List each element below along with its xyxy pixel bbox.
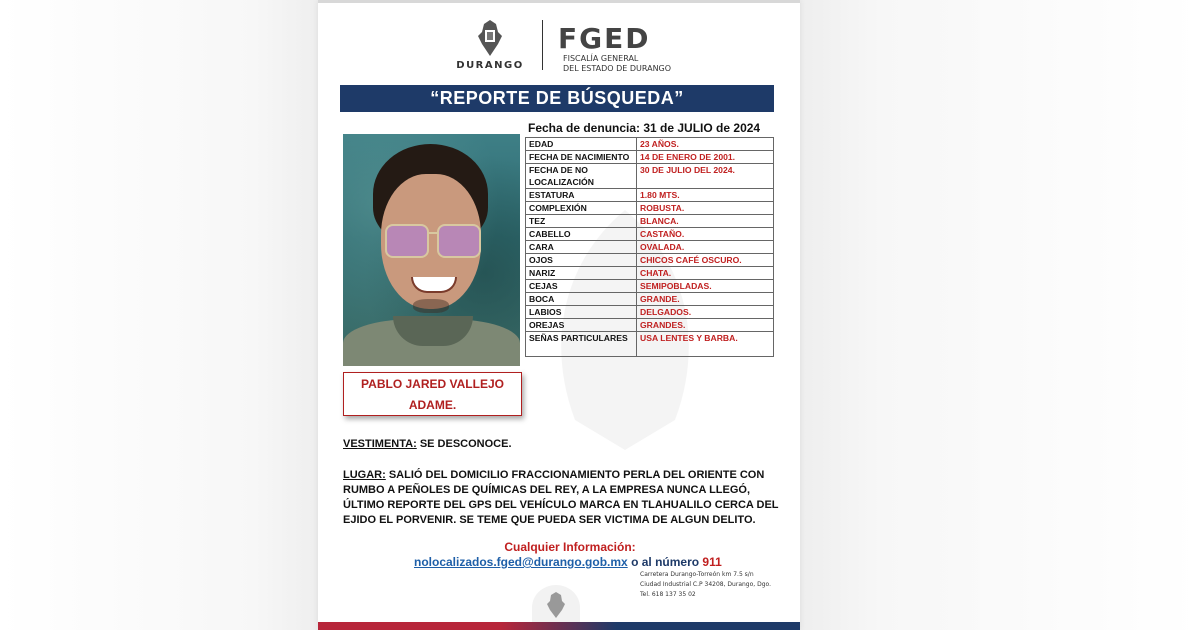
detail-value: CHATA.: [637, 267, 774, 280]
durango-state-logo: [448, 18, 532, 74]
detail-row-height: [526, 189, 774, 202]
detail-value: 1.80 MTS.: [637, 189, 774, 202]
location-label: LUGAR:: [343, 469, 386, 481]
detail-value: GRANDES.: [637, 319, 774, 332]
detail-row-nose: [526, 267, 774, 280]
address-line1: Carretera Durango-Torreón km 7.5 s/n: [640, 571, 754, 578]
detail-label: OREJAS: [526, 319, 637, 332]
person-name-line1: PABLO JARED VALLEJO: [361, 377, 504, 391]
contact-line: [414, 555, 722, 569]
clothing-section: [343, 438, 512, 450]
address-line3: Tel. 618 137 35 02: [640, 591, 696, 598]
left-margin: [0, 0, 320, 630]
detail-value: DELGADOS.: [637, 306, 774, 319]
detail-row-eyes: [526, 254, 774, 267]
footer-crest-icon: [544, 591, 568, 619]
detail-label: OJOS: [526, 254, 637, 267]
detail-value: CHICOS CAFÉ OSCURO.: [637, 254, 774, 267]
detail-row-eyebrows: [526, 280, 774, 293]
detail-label: TEZ: [526, 215, 637, 228]
fged-logo: [558, 22, 678, 72]
person-details-table: [525, 137, 774, 357]
state-crest-icon: [474, 18, 506, 58]
right-margin: [800, 0, 1200, 630]
detail-label: NARIZ: [526, 267, 637, 280]
contact-email-link[interactable]: nolocalizados.fged@durango.gob.mx: [414, 555, 628, 569]
detail-row-age: [526, 138, 774, 151]
location-text: SALIÓ DEL DOMICILIO FRACCIONAMIENTO PERLA DEL ORIENTE CON RUMBO A PEÑOLES DE QUÍMICAS DEL REY, A LA EMPRESA NUNCA LLEGÓ, ÚLTIMO REPORTE DEL GPS DEL VEHÍCULO MARCA EN TLAHUALILO CERCA DEL EJIDO EL PORVENIR. SE TEME QUE PUEDA SER VICTIMA DE ALGUN DELITO.: [343, 469, 779, 526]
detail-label: EDAD: [526, 138, 637, 151]
clothing-label: VESTIMENTA:: [343, 438, 417, 450]
detail-row-birthdate: [526, 151, 774, 164]
location-section: [343, 468, 779, 528]
detail-label: SEÑAS PARTICULARES: [526, 332, 637, 357]
photo-beard: [413, 299, 449, 313]
detail-label: FECHA DE NACIMIENTO: [526, 151, 637, 164]
person-name-box: [343, 372, 522, 416]
fged-abbreviation: FGED: [558, 22, 651, 55]
detail-value: SEMIPOBLADAS.: [637, 280, 774, 293]
detail-label: COMPLEXIÓN: [526, 202, 637, 215]
missing-person-photo: [343, 134, 520, 366]
contact-connector: o al número: [631, 555, 700, 569]
detail-row-hair: [526, 228, 774, 241]
contact-title: Cualquier Información:: [504, 540, 636, 554]
detail-value: OVALADA.: [637, 241, 774, 254]
photo-glasses-right: [437, 224, 481, 258]
detail-label: CEJAS: [526, 280, 637, 293]
detail-row-face: [526, 241, 774, 254]
detail-row-build: [526, 202, 774, 215]
photo-glasses-left: [385, 224, 429, 258]
detail-row-marks: [526, 332, 774, 357]
detail-value: 30 DE JULIO DEL 2024.: [637, 164, 774, 189]
report-date: Fecha de denuncia: 31 de JULIO de 2024: [528, 121, 761, 135]
detail-label: CABELLO: [526, 228, 637, 241]
report-title-banner: “REPORTE DE BÚSQUEDA”: [340, 85, 774, 112]
detail-value: 14 DE ENERO DE 2001.: [637, 151, 774, 164]
detail-value: GRANDE.: [637, 293, 774, 306]
detail-row-mouth: [526, 293, 774, 306]
detail-label: FECHA DE NO LOCALIZACIÓN: [526, 164, 637, 189]
clothing-value: SE DESCONOCE.: [419, 438, 512, 450]
fged-name-line2: DEL ESTADO DE DURANGO: [563, 64, 672, 73]
detail-label: ESTATURA: [526, 189, 637, 202]
detail-row-lips: [526, 306, 774, 319]
photo-glasses-bridge: [427, 232, 439, 234]
footer-color-bar: [318, 622, 800, 630]
detail-value: 23 AÑOS.: [637, 138, 774, 151]
durango-logo-word: DURANGO: [456, 60, 524, 71]
detail-value: USA LENTES Y BARBA.: [637, 332, 774, 357]
emergency-number: 911: [702, 555, 722, 569]
detail-value: BLANCA.: [637, 215, 774, 228]
fged-name-line1: FISCALÍA GENERAL: [563, 54, 639, 63]
detail-row-missing-date: [526, 164, 774, 189]
logo-separator: [542, 20, 543, 70]
detail-label: BOCA: [526, 293, 637, 306]
detail-value: CASTAÑO.: [637, 228, 774, 241]
detail-row-complexion: [526, 215, 774, 228]
detail-value: ROBUSTA.: [637, 202, 774, 215]
detail-label: CARA: [526, 241, 637, 254]
address-line2: Ciudad Industrial C.P 34208, Durango, Dgo.: [640, 581, 771, 588]
detail-label: LABIOS: [526, 306, 637, 319]
agency-address: [640, 570, 790, 600]
top-divider: [318, 0, 800, 3]
detail-row-ears: [526, 319, 774, 332]
person-name-line2: ADAME.: [408, 398, 457, 412]
